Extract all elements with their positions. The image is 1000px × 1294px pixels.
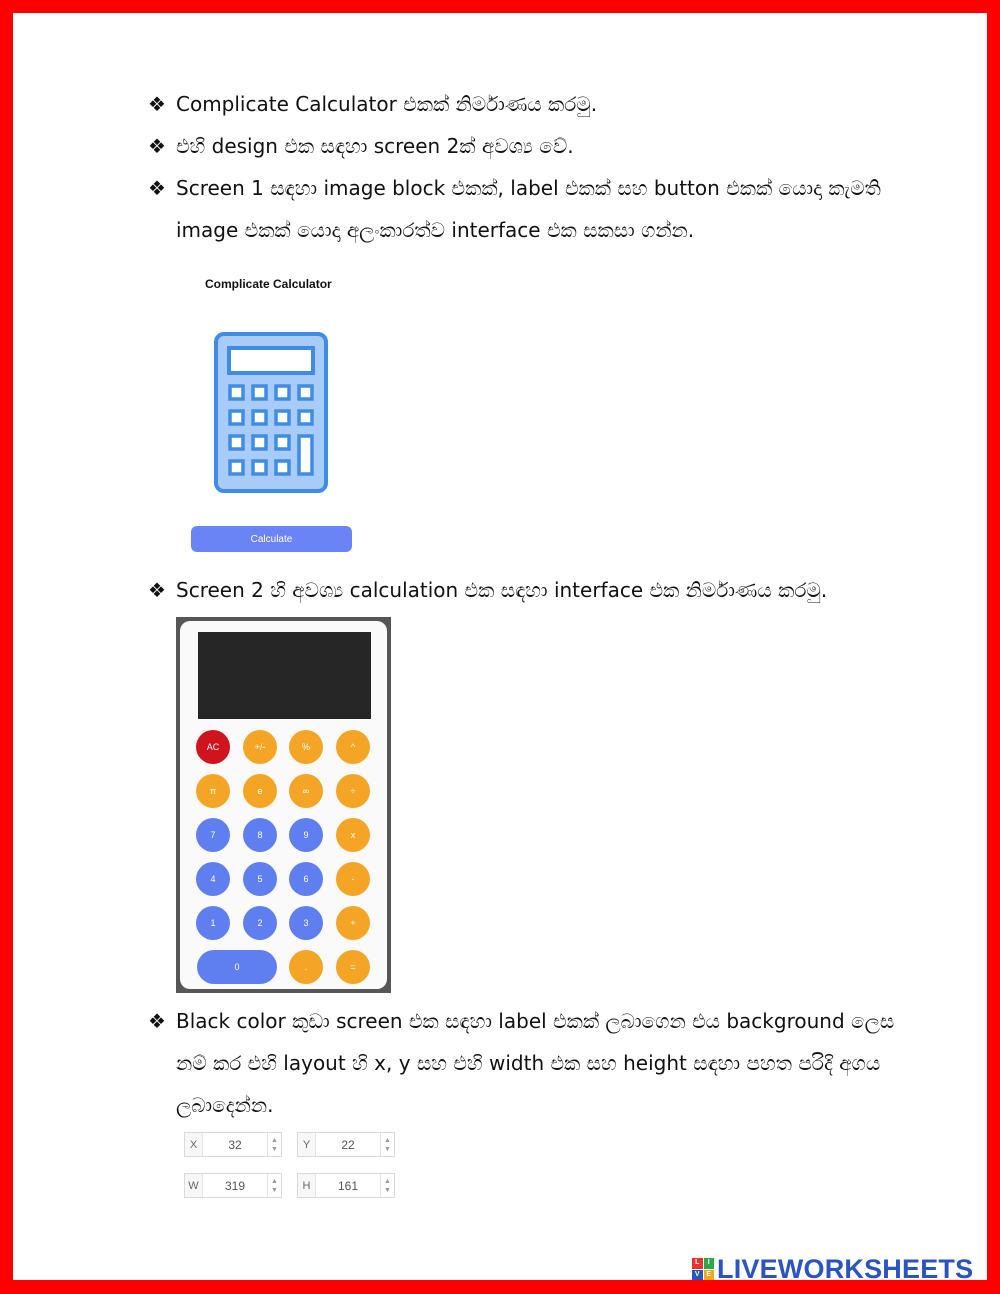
calc-key[interactable]: ÷: [336, 774, 370, 808]
calc-key[interactable]: ∞: [289, 774, 323, 808]
instruction-5-line-1: Black color කුඩා screen එක සඳහා label එකක් ලබාගෙන එය background ලෙස: [176, 1009, 895, 1033]
calc-key[interactable]: =: [336, 950, 370, 984]
calc-key[interactable]: AC: [196, 730, 230, 764]
calc-key[interactable]: 9: [289, 818, 323, 852]
chevron-down-icon[interactable]: ▼: [384, 1186, 391, 1194]
calc-key[interactable]: x: [336, 818, 370, 852]
calc-key[interactable]: -: [336, 862, 370, 896]
chevron-down-icon[interactable]: ▼: [271, 1186, 278, 1194]
bullet-icon: ❖: [148, 578, 166, 602]
h-stepper[interactable]: [380, 1174, 394, 1197]
chevron-up-icon[interactable]: ▲: [384, 1177, 391, 1185]
calc-key[interactable]: 5: [243, 862, 277, 896]
calculate-button[interactable]: Calculate: [191, 526, 352, 552]
calc-key[interactable]: e: [243, 774, 277, 808]
calc-key[interactable]: ^: [336, 730, 370, 764]
calc-key[interactable]: %: [289, 730, 323, 764]
x-field[interactable]: [184, 1132, 282, 1157]
w-stepper[interactable]: [267, 1174, 281, 1197]
instruction-5-line-3: ලබාදෙන්න.: [176, 1093, 274, 1117]
bullet-icon: ❖: [148, 1009, 166, 1033]
liveworksheets-logo: [692, 1254, 973, 1284]
calc-key[interactable]: 0: [197, 950, 277, 984]
w-label: W: [185, 1174, 203, 1197]
y-field[interactable]: [297, 1132, 395, 1157]
chevron-up-icon[interactable]: ▲: [271, 1177, 278, 1185]
x-label: X: [185, 1133, 203, 1156]
calc-key[interactable]: +/-: [243, 730, 277, 764]
calculator-display: [198, 632, 371, 719]
h-value[interactable]: 161: [337, 1178, 359, 1193]
chevron-up-icon[interactable]: ▲: [384, 1136, 391, 1144]
calc-key[interactable]: π: [196, 774, 230, 808]
calc-key[interactable]: 1: [196, 906, 230, 940]
bullet-icon: ❖: [148, 134, 166, 158]
logo-text: LIVEWORKSHEETS: [717, 1253, 974, 1284]
y-label: Y: [298, 1133, 316, 1156]
chevron-up-icon[interactable]: ▲: [271, 1136, 278, 1144]
h-label: H: [298, 1174, 316, 1197]
calc-key[interactable]: .: [289, 950, 323, 984]
chevron-down-icon[interactable]: ▼: [271, 1145, 278, 1153]
instruction-1: Complicate Calculator එකක් නිර්මාණය කරමු.: [176, 92, 598, 116]
calc-key[interactable]: 7: [196, 818, 230, 852]
calculator-icon: [212, 330, 330, 495]
x-value[interactable]: 32: [228, 1137, 242, 1152]
screen1-title: Complicate Calculator: [205, 277, 332, 291]
calc-key[interactable]: 3: [289, 906, 323, 940]
logo-badge: L I V E: [692, 1258, 714, 1280]
bullet-icon: ❖: [148, 92, 166, 116]
w-value[interactable]: 319: [224, 1178, 246, 1193]
calc-key[interactable]: 8: [243, 818, 277, 852]
instruction-3-line-2: image එකක් යොදා අලංකාරත්ව interface එක සකසා ගන්න.: [176, 218, 695, 242]
instruction-4: Screen 2 හි අවශ්‍ය calculation එක සඳහා interface එක නිර්මාණය කරමු.: [176, 578, 828, 602]
calc-key[interactable]: 6: [289, 862, 323, 896]
y-value[interactable]: 22: [341, 1137, 355, 1152]
calc-key[interactable]: 2: [243, 906, 277, 940]
bullet-icon: ❖: [148, 176, 166, 200]
instruction-5-line-2: නම් කර එහි layout හි x, y සහ එහි width එක සහ height සඳහා පහත පරිදි අගය: [176, 1051, 881, 1075]
x-stepper[interactable]: [267, 1133, 281, 1156]
calc-key[interactable]: 4: [196, 862, 230, 896]
height-field[interactable]: [297, 1173, 395, 1198]
y-stepper[interactable]: [380, 1133, 394, 1156]
width-field[interactable]: [184, 1173, 282, 1198]
calc-key[interactable]: +: [336, 906, 370, 940]
instruction-2: එහි design එක සඳහා screen 2ක් අවශ්‍ය වේ.: [176, 134, 574, 158]
chevron-down-icon[interactable]: ▼: [384, 1145, 391, 1153]
instruction-3-line-1: Screen 1 සඳහා image block එකක්, label එකක් සහ button එකක් යොදා කැමති: [176, 176, 881, 200]
